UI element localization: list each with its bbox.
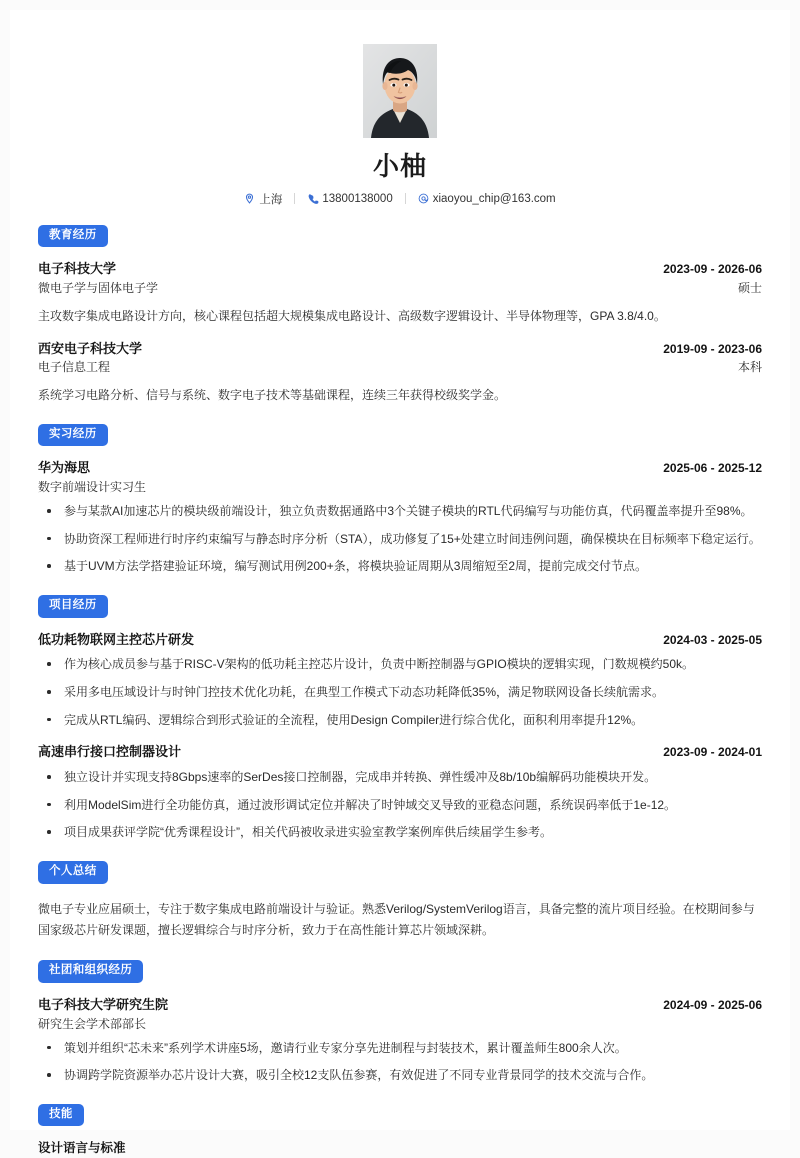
entry-description: 系统学习电路分析、信号与系统、数字电子技术等基础课程，连续三年获得校级奖学金。 bbox=[38, 388, 507, 403]
project-name: 高速串行接口控制器设计 bbox=[38, 744, 182, 760]
entry-date: 2024-03 - 2025-05 bbox=[663, 632, 762, 647]
skill-group-title: 设计语言与标准 bbox=[38, 1141, 126, 1156]
section-internship bbox=[38, 424, 762, 577]
bullet-list bbox=[38, 1038, 762, 1086]
entry-sub-row bbox=[38, 358, 762, 376]
section-projects bbox=[38, 595, 762, 843]
list-item: 策划并组织“芯未来”系列学术讲座5场，邀请行业专家分享先进制程与封装技术，累计覆盖师生800余人次。 bbox=[38, 1038, 762, 1059]
company-name: 华为海思 bbox=[38, 460, 91, 476]
list-item: 独立设计并实现支持8Gbps速率的SerDes接口控制器，完成串并转换、弹性缓冲及8b/10b编解码功能模块开发。 bbox=[38, 767, 762, 788]
club-entry bbox=[38, 996, 762, 1086]
section-summary bbox=[38, 861, 762, 942]
major-name: 电子信息工程 bbox=[38, 360, 111, 375]
degree-name: 本科 bbox=[737, 360, 762, 375]
list-item: 参与某款AI加速芯片的模块级前端设计，独立负责数据通路中3个关键子模块的RTL代码编写与功能仿真，代码覆盖率提升至98%。 bbox=[38, 501, 762, 522]
section-badge-projects: 项目经历 bbox=[38, 595, 108, 618]
bullet-list bbox=[38, 654, 762, 730]
section-clubs bbox=[38, 960, 762, 1086]
education-entry bbox=[38, 340, 762, 406]
list-item: 采用多电压域设计与时钟门控技术优化功耗，在典型工作模式下动态功耗降低35%，满足物联网设备长续航需求。 bbox=[38, 682, 762, 703]
section-education bbox=[38, 225, 762, 406]
entry-date: 2023-09 - 2024-01 bbox=[663, 745, 762, 760]
education-entry bbox=[38, 260, 762, 326]
section-badge-internship: 实习经历 bbox=[38, 424, 108, 447]
contact-location-text: 上海 bbox=[259, 193, 283, 206]
section-badge-summary: 个人总结 bbox=[38, 861, 108, 884]
location-pin-icon bbox=[244, 193, 255, 204]
degree-name: 硕士 bbox=[737, 281, 762, 296]
section-badge-clubs: 社团和组织经历 bbox=[38, 960, 143, 983]
entry-header-row bbox=[38, 260, 762, 279]
contact-list bbox=[38, 191, 762, 207]
section-badge-skills: 技能 bbox=[38, 1104, 84, 1127]
project-entry bbox=[38, 743, 762, 843]
role-title: 研究生会学术部部长 bbox=[38, 1016, 147, 1031]
page-title: 小柚 bbox=[372, 151, 427, 181]
list-item: 利用ModelSim进行全功能仿真，通过波形调试定位并解决了时钟域交叉导致的亚稳态问题，系统误码率低于1e-12。 bbox=[38, 795, 762, 816]
list-item: 基于UVM方法学搭建验证环境，编写测试用例200+条，将模块验证周期从3周缩短至2周，提前完成交付节点。 bbox=[38, 556, 762, 577]
entry-sub-row bbox=[38, 279, 762, 297]
contact-phone-text: 13800138000 bbox=[322, 192, 393, 205]
bullet-list bbox=[38, 767, 762, 843]
project-name: 低功耗物联网主控芯片研发 bbox=[38, 631, 195, 647]
bullet-list bbox=[38, 501, 762, 577]
resume-header bbox=[38, 44, 762, 207]
project-entry bbox=[38, 631, 762, 731]
entry-header-row bbox=[38, 996, 762, 1015]
entry-date: 2023-09 - 2026-06 bbox=[663, 262, 762, 277]
entry-header-row bbox=[38, 340, 762, 359]
entry-header-row bbox=[38, 459, 762, 478]
avatar bbox=[363, 44, 437, 138]
phone-icon bbox=[307, 193, 318, 204]
email-at-icon bbox=[418, 193, 429, 204]
school-name: 西安电子科技大学 bbox=[38, 340, 143, 356]
entry-date: 2025-06 - 2025-12 bbox=[663, 461, 762, 476]
contact-email-text: xiaoyou_chip@163.com bbox=[432, 192, 556, 205]
section-skills bbox=[38, 1104, 762, 1158]
summary-text: 微电子专业应届硕士，专注于数字集成电路前端设计与验证。熟悉Verilog/SystemVerilog语言，具备完整的流片项目经验。在校期间参与国家级芯片研发课题，擅长逻辑综合与时序分析，致力于在高性能计算芯片领域深耕。 bbox=[38, 901, 755, 938]
list-item: 协调跨学院资源举办芯片设计大赛，吸引全校12支队伍参赛，有效促进了不同专业背景同学的技术交流与合作。 bbox=[38, 1065, 762, 1086]
list-item: 协助资深工程师进行时序约束编写与静态时序分析（STA），成功修复了15+处建立时间违例问题，确保模块在目标频率下稳定运行。 bbox=[38, 529, 762, 550]
school-name: 电子科技大学 bbox=[38, 261, 117, 277]
entry-date: 2024-09 - 2025-06 bbox=[663, 997, 762, 1012]
entry-header-row bbox=[38, 743, 762, 762]
job-title: 数字前端设计实习生 bbox=[38, 480, 147, 495]
entry-date: 2019-09 - 2023-06 bbox=[663, 341, 762, 356]
organization-name: 电子科技大学研究生院 bbox=[38, 996, 169, 1012]
contact-location bbox=[232, 191, 294, 207]
entry-header-row bbox=[38, 631, 762, 650]
contact-phone bbox=[295, 193, 404, 205]
section-badge-education: 教育经历 bbox=[38, 225, 108, 248]
list-item: 完成从RTL编码、逻辑综合到形式验证的全流程，使用Design Compiler进行综合优化，面积利用率提升12%。 bbox=[38, 710, 762, 731]
contact-email bbox=[406, 193, 568, 205]
internship-entry bbox=[38, 459, 762, 577]
major-name: 微电子学与固体电子学 bbox=[38, 281, 159, 296]
resume-page bbox=[10, 10, 790, 1156]
list-item: 作为核心成员参与基于RISC-V架构的低功耗主控芯片设计，负责中断控制器与GPIO模块的逻辑实现，门数规模约50k。 bbox=[38, 654, 762, 675]
list-item: 项目成果获评学院“优秀课程设计”，相关代码被收录进实验室教学案例库供后续届学生参考。 bbox=[38, 822, 762, 843]
entry-description: 主攻数字集成电路设计方向，核心课程包括超大规模集成电路设计、高级数字逻辑设计、半导体物理等，GPA 3.8/4.0。 bbox=[38, 309, 666, 324]
